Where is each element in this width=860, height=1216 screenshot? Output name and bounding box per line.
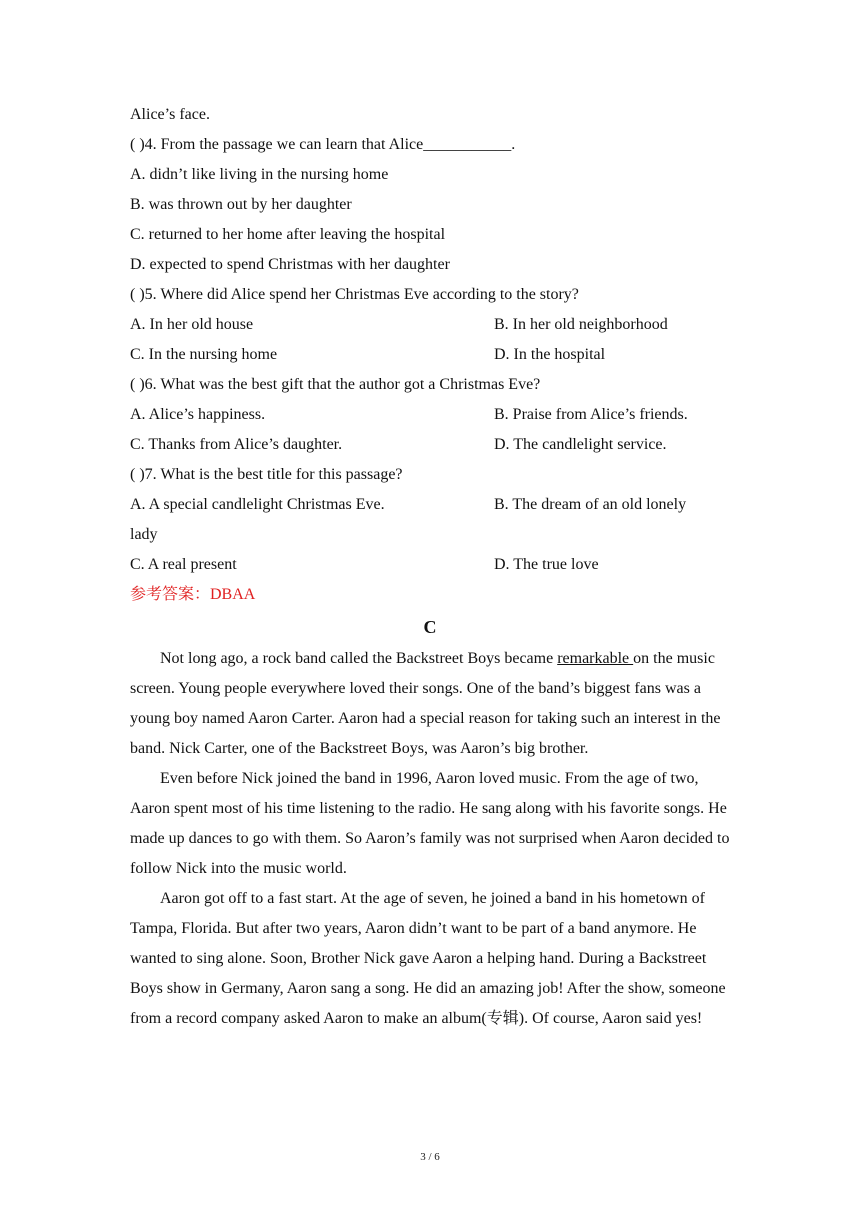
question-7-option-b: B. The dream of an old lonely [494, 496, 687, 513]
section-c-paragraph-1 [130, 644, 730, 764]
question-6-option-d: D. The candlelight service. [494, 436, 667, 453]
question-4-option-a: A. didn’t like living in the nursing home [130, 166, 389, 183]
section-c-heading: C [423, 617, 437, 637]
question-5-row-2 [130, 340, 730, 370]
question-6-option-c: C. Thanks from Alice’s daughter. [130, 436, 343, 453]
question-7-option-c: C. A real present [130, 556, 237, 573]
question-7-row-2 [130, 550, 730, 580]
question-4-option-b: B. was thrown out by her daughter [130, 196, 352, 213]
section-c-paragraph-3: Aaron got off to a fast start. At the age of seven, he joined a band in his hometown of Tampa, Florida. But after two years, Aaron didn’t want to be part of a band anymore. He wanted to sing alone. Soon, Brother Nick gave Aaron a helping hand. During a Backstreet Boys show in Germany, Aaron sang a song. He did an amazing job! After the show, someone from a record company asked Aaron to make an album(专辑). Of course, Aaron said yes! [130, 890, 726, 1027]
question-5-row-1 [130, 310, 730, 340]
question-5-option-c: C. In the nursing home [130, 346, 278, 363]
question-7-row-1 [130, 490, 730, 520]
carryover-text: Alice’s face. [130, 106, 210, 123]
question-5-option-a: A. In her old house [130, 316, 254, 333]
question-7-option-a: A. A special candlelight Christmas Eve. [130, 496, 385, 513]
question-5-option-d: D. In the hospital [494, 346, 606, 363]
question-5-option-b: B. In her old neighborhood [494, 316, 668, 333]
question-6-row-1 [130, 400, 730, 430]
section-c-paragraph-2: Even before Nick joined the band in 1996, Aaron loved music. From the age of two, Aaron spent most of his time listening to the radio. He sang along with his favorite songs. He made up dances to go with them. So Aaron’s family was not surprised when Aaron decided to follow Nick into the music world. [130, 770, 730, 877]
question-6-option-a: A. Alice’s happiness. [130, 406, 266, 423]
question-5-stem: ( )5. Where did Alice spend her Christmas Eve according to the story? [130, 286, 579, 303]
page-content [130, 100, 730, 1034]
question-4-option-d: D. expected to spend Christmas with her daughter [130, 256, 450, 273]
question-6-stem: ( )6. What was the best gift that the author got a Christmas Eve? [130, 376, 541, 393]
question-7-option-d: D. The true love [494, 556, 599, 573]
answer-key: 参考答案：DBAA [130, 586, 256, 603]
paragraph-1-text-after: on the music screen. Young people everywhere loved their songs. One of the band’s biggest fans was a young boy named Aaron Carter. Aaron had a special reason for taking such an interest in the band. Nick Carter, one of the Backstreet Boys, was Aaron’s big brother. [130, 650, 721, 757]
question-7-option-b-continued: lady [130, 526, 158, 543]
question-4-option-c: C. returned to her home after leaving the hospital [130, 226, 446, 243]
paragraph-1-text-before: Not long ago, a rock band called the Backstreet Boys became [160, 650, 558, 667]
page-number: 3 / 6 [420, 1151, 440, 1163]
question-7-stem: ( )7. What is the best title for this passage? [130, 466, 403, 483]
underlined-word: remarkable [557, 650, 634, 667]
question-6-row-2 [130, 430, 730, 460]
question-4-stem: ( )4. From the passage we can learn that Alice___________. [130, 136, 516, 153]
question-6-option-b: B. Praise from Alice’s friends. [494, 406, 688, 423]
